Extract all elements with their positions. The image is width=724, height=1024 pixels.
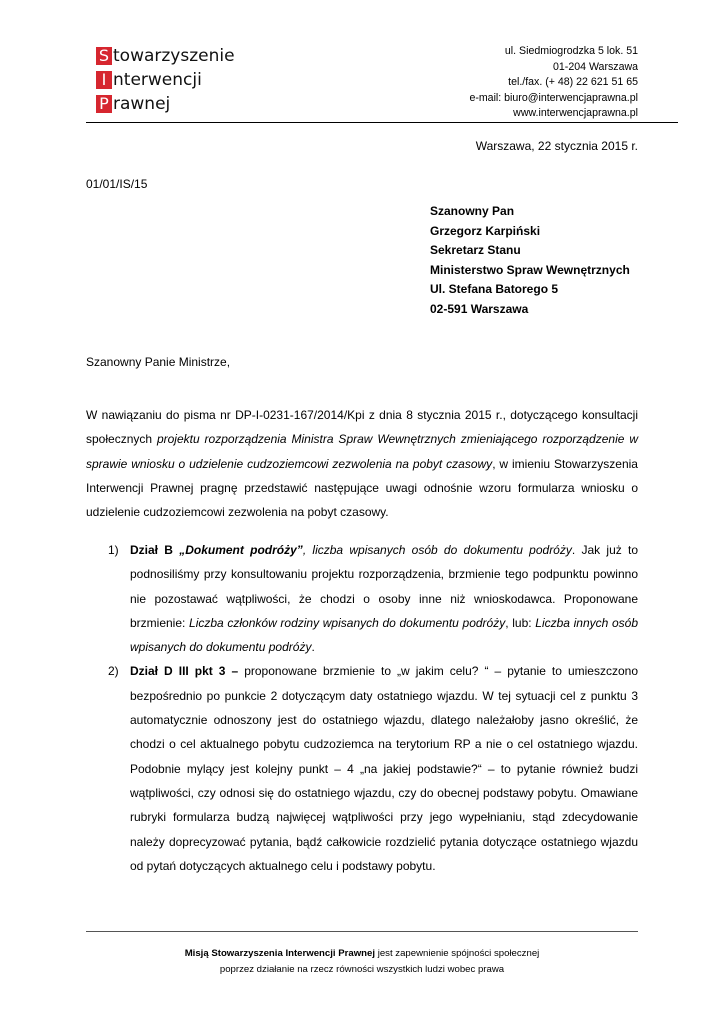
footer-divider	[86, 931, 638, 932]
phone-line: tel./fax. (+ 48) 22 621 51 65	[508, 76, 638, 88]
logo-initial-i: I	[96, 71, 112, 89]
remarks-list	[86, 538, 638, 878]
addressee-line: Sekretarz Stanu	[430, 243, 521, 257]
intro-text-1: W nawiązaniu do pisma nr DP-I-0231-167/2014/Kpi z dnia 8 stycznia 2015 r., dotyczącego konsultacji społecznych	[86, 408, 638, 447]
item-heading: Dział B	[130, 543, 180, 557]
footer-line-1	[86, 946, 638, 962]
salutation: Szanowny Panie Ministrze,	[86, 355, 231, 369]
organization-logo	[96, 44, 235, 116]
intro-text-italic: projektu rozporządzenia Ministra Spraw Wewnętrznych zmieniającego rozporządzenie w sprawie wniosku o udzielenie cudzoziemcowi zezwolenia na pobyt czasowy	[86, 432, 638, 471]
footer-text: jest zapewnienie spójności społecznej	[375, 948, 540, 959]
letter-reference: 01/01/IS/15	[86, 177, 148, 191]
header-divider	[86, 122, 678, 123]
contact-block	[469, 44, 638, 122]
list-item-text	[130, 538, 638, 659]
logo-text-2: nterwencji	[113, 70, 202, 90]
list-item-text	[130, 659, 638, 878]
item-italic: Liczba innych osób wpisanych do dokumentu podróży	[130, 615, 639, 655]
logo-line-1	[96, 44, 235, 68]
item-italic: , liczba wpisanych osób do dokumentu podróży	[302, 543, 572, 557]
item-text: . Jak już to podnosiliśmy przy konsultowaniu projektu rozporządzenia, brzmienie tego podpunktu powinno nie pozostawać wątpliwości, że chodzi o osoby inne niż wnioskodawca. Proponowane brzmienie:	[130, 543, 639, 630]
list-item	[86, 538, 638, 659]
website-line: www.interwencjaprawna.pl	[513, 107, 638, 119]
logo-initial-p: P	[96, 95, 112, 113]
addressee-line: 02-591 Warszawa	[430, 301, 529, 316]
addressee-block	[430, 202, 630, 319]
logo-text-3: rawnej	[113, 94, 171, 114]
list-number: 2)	[108, 664, 119, 679]
footer-line-2: poprzez działanie na rzecz równości wszystkich ludzi wobec prawa	[219, 964, 505, 975]
footer	[86, 946, 638, 978]
logo-line-2	[96, 68, 235, 92]
intro-paragraph	[86, 403, 638, 524]
list-number: 1)	[108, 543, 119, 557]
item-heading: Dział D III pkt 3 –	[130, 664, 239, 679]
addressee-line: Ministerstwo Spraw Wewnętrznych	[430, 262, 630, 277]
address-line-2: 01-204 Warszawa	[553, 60, 638, 73]
addressee-line: Ul. Stefana Batorego 5	[430, 282, 559, 296]
email-line: e-mail: biuro@interwencjaprawna.pl	[469, 91, 638, 104]
logo-line-3	[96, 92, 235, 116]
item-text: , lub:	[505, 615, 536, 630]
item-heading-italic: „Dokument podróży”	[179, 543, 303, 557]
list-item	[86, 659, 638, 878]
intro-text-2: , w imieniu Stowarzyszenia Interwencji Prawnej pragnę przedstawić następujące uwagi odnośnie wzoru formularza wniosku o udzielenie cudzoziemcowi zezwolenia na pobyt czasowy.	[86, 456, 638, 520]
logo-text-1: towarzyszenie	[113, 46, 235, 66]
letter-date: Warszawa, 22 stycznia 2015 r.	[475, 139, 638, 153]
address-line-1: ul. Siedmiogrodzka 5 lok. 51	[504, 45, 638, 57]
logo-initial-s: S	[96, 47, 112, 65]
item-text: .	[311, 640, 315, 655]
item-italic: Liczba członków rodziny wpisanych do dokumentu podróży	[189, 615, 506, 630]
addressee-line: Grzegorz Karpiński	[430, 223, 541, 238]
item-text: proponowane brzmienie to „w jakim celu? “ – pytanie to umieszczono bezpośrednio po punkcie 2 dotyczącym daty ostatniego wjazdu. W tej sytuacji cel z punktu 3 automatycznie odnoszony jest do ostatniego wjazdu, dlatego należałoby jasno określić, że chodzi o cel aktualnego pobytu cudzoziemca na terytorium RP a nie o cel ostatniego wjazdu. Podobnie mylący jest kolejny punkt – 4 „na jakiej podstawie?“ – to pytanie również budzi wątpliwości, czy odnosi się do ostatniego wjazdu, czy do obecnej podstawy pobytu. Omawiane rubryki formularza budzą najwięcej wątpliwości przy jego wypełnianiu, stąd zdecydowanie należy doprecyzować pytania, bądź całkowicie rozdzielić pytania dotyczące ostatniego wjazdu od pytań dotyczących aktualnego celu i podstawy pobytu.	[130, 664, 638, 873]
addressee-line: Szanowny Pan	[430, 204, 515, 218]
footer-bold: Misją Stowarzyszenia Interwencji Prawnej	[184, 948, 376, 959]
